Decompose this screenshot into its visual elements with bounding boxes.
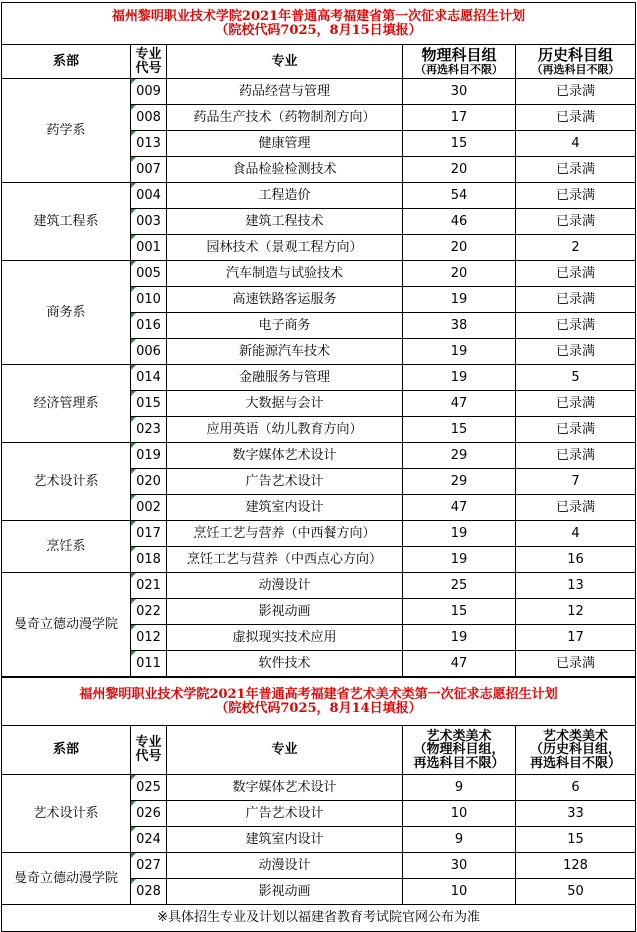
history-quota-cell: 已录满 [516,339,636,365]
header-row-2 [2,726,636,775]
dept-cell: 艺术设计系 [2,443,131,521]
history-quota-cell: 已录满 [516,183,636,209]
history-quota-cell: 17 [516,625,636,651]
section1-title-line1: 福州黎明职业技术学院2021年普通高考福建省第一次征求志愿招生计划 [111,8,526,24]
physics-quota-cell: 29 [403,443,516,469]
dept-cell: 烹饪系 [2,521,131,573]
header-history [516,45,636,79]
table-row [2,261,636,287]
header2-physics-line1: 艺术类美术 [426,728,492,744]
physics-quota-cell: 30 [403,79,516,105]
major-code-cell: 025 [131,775,167,801]
major-code-cell: 006 [131,339,167,365]
major-code-cell: 014 [131,365,167,391]
physics-quota-cell: 54 [403,183,516,209]
history-quota-cell: 已录满 [516,443,636,469]
physics-quota-cell: 19 [403,625,516,651]
history-quota-cell: 已录满 [516,157,636,183]
header-code-line2: 代号 [135,60,162,76]
header2-history-line2: （历史科目组， [530,742,622,758]
section2-title [2,678,636,726]
dept-cell: 药学系 [2,79,131,183]
major-code-cell: 017 [131,521,167,547]
header2-code-line1: 专业 [135,735,162,751]
major-code-cell: 005 [131,261,167,287]
physics-quota-cell: 25 [403,573,516,599]
major-name-cell: 影视动画 [167,879,403,905]
major-name-cell: 药品经营与管理 [167,79,403,105]
history-quota-cell: 已录满 [516,209,636,235]
header-history-line2: （再选科目不限） [531,62,620,76]
header2-code [131,726,167,775]
major-code-cell: 001 [131,235,167,261]
history-quota-cell: 12 [516,599,636,625]
physics-quota-cell: 47 [403,651,516,677]
header-code [131,45,167,79]
physics-quota-cell: 10 [403,879,516,905]
dept-cell: 曼奇立德动漫学院 [2,573,131,677]
header-physics-line2: （再选科目不限） [415,62,503,76]
major-code-cell: 012 [131,625,167,651]
major-code-cell: 009 [131,79,167,105]
major-name-cell: 健康管理 [167,131,403,157]
table-row [2,365,636,391]
section1-title [2,3,636,45]
physics-quota-cell: 20 [403,261,516,287]
section2-title-line1: 福州黎明职业技术学院2021年普通高考福建省艺术美术类第一次征求志愿招生计划 [79,686,558,702]
physics-quota-cell: 15 [403,599,516,625]
major-name-cell: 烹饪工艺与营养（中西餐方向） [167,521,403,547]
header2-major: 专业 [167,726,403,775]
physics-quota-cell: 38 [403,313,516,339]
physics-quota-cell: 19 [403,365,516,391]
major-name-cell: 金融服务与管理 [167,365,403,391]
table-row [2,521,636,547]
major-code-cell: 028 [131,879,167,905]
header-row-1 [2,45,636,79]
header2-history-line1: 艺术类美术 [543,728,609,744]
physics-quota-cell: 10 [403,801,516,827]
footnote-row [2,905,636,932]
major-name-cell: 汽车制造与试验技术 [167,261,403,287]
major-name-cell: 动漫设计 [167,853,403,879]
physics-quota-cell: 20 [403,235,516,261]
major-code-cell: 008 [131,105,167,131]
history-quota-cell: 5 [516,365,636,391]
major-code-cell: 004 [131,183,167,209]
table-row [2,443,636,469]
major-name-cell: 数字媒体艺术设计 [167,443,403,469]
physics-quota-cell: 47 [403,391,516,417]
header2-physics-line3: 再选科目不限） [413,755,505,771]
header2-physics [403,726,516,775]
history-quota-cell: 128 [516,853,636,879]
header2-code-line2: 代号 [135,749,162,764]
history-quota-cell: 50 [516,879,636,905]
major-name-cell: 数字媒体艺术设计 [167,775,403,801]
dept-cell: 建筑工程系 [2,183,131,261]
major-name-cell: 高速铁路客运服务 [167,287,403,313]
physics-quota-cell: 17 [403,105,516,131]
major-name-cell: 建筑工程技术 [167,209,403,235]
major-name-cell: 园林技术（景观工程方向） [167,235,403,261]
major-name-cell: 工程造价 [167,183,403,209]
major-code-cell: 011 [131,651,167,677]
major-name-cell: 广告艺术设计 [167,469,403,495]
header2-history-line3: 再选科目不限） [530,755,622,771]
history-quota-cell: 已录满 [516,287,636,313]
table-row [2,79,636,105]
major-name-cell: 应用英语（幼儿教育方向） [167,417,403,443]
physics-quota-cell: 15 [403,417,516,443]
physics-quota-cell: 29 [403,469,516,495]
major-code-cell: 026 [131,801,167,827]
history-quota-cell: 已录满 [516,105,636,131]
major-code-cell: 007 [131,157,167,183]
major-code-cell: 002 [131,495,167,521]
major-name-cell: 新能源汽车技术 [167,339,403,365]
major-code-cell: 018 [131,547,167,573]
history-quota-cell: 13 [516,573,636,599]
history-quota-cell: 16 [516,547,636,573]
major-name-cell: 建筑室内设计 [167,495,403,521]
major-name-cell: 虚拟现实技术应用 [167,625,403,651]
major-code-cell: 023 [131,417,167,443]
header2-physics-line2: （物理科目组， [413,742,505,758]
header2-history [516,726,636,775]
major-name-cell: 食品检验检测技术 [167,157,403,183]
history-quota-cell: 已录满 [516,495,636,521]
physics-quota-cell: 19 [403,339,516,365]
history-quota-cell: 已录满 [516,391,636,417]
history-quota-cell: 6 [516,775,636,801]
major-code-cell: 020 [131,469,167,495]
physics-quota-cell: 47 [403,495,516,521]
dept-cell: 经济管理系 [2,365,131,443]
major-name-cell: 建筑室内设计 [167,827,403,853]
major-code-cell: 003 [131,209,167,235]
dept-cell: 艺术设计系 [2,775,131,853]
title-row-2 [2,678,636,726]
major-name-cell: 广告艺术设计 [167,801,403,827]
major-name-cell: 软件技术 [167,651,403,677]
footnote: ※具体招生专业及计划以福建省教育考试院官网公布为准 [2,905,636,932]
header2-dept: 系部 [2,726,131,775]
physics-quota-cell: 19 [403,521,516,547]
table-row [2,853,636,879]
history-quota-cell: 2 [516,235,636,261]
table-row [2,775,636,801]
table-row [2,183,636,209]
header-code-line1: 专业 [135,46,162,62]
major-code-cell: 022 [131,599,167,625]
major-name-cell: 动漫设计 [167,573,403,599]
physics-quota-cell: 20 [403,157,516,183]
major-name-cell: 药品生产技术（药物制剂方向） [167,105,403,131]
table-row [2,573,636,599]
history-quota-cell: 15 [516,827,636,853]
physics-quota-cell: 19 [403,547,516,573]
physics-quota-cell: 9 [403,775,516,801]
major-code-cell: 015 [131,391,167,417]
history-quota-cell: 33 [516,801,636,827]
header-history-line1: 历史科目组 [538,45,614,64]
physics-quota-cell: 9 [403,827,516,853]
header-physics-line1: 物理科目组 [421,45,497,64]
history-quota-cell: 4 [516,521,636,547]
major-code-cell: 016 [131,313,167,339]
major-name-cell: 影视动画 [167,599,403,625]
dept-cell: 曼奇立德动漫学院 [2,853,131,905]
table-art-solicitation [1,677,636,932]
physics-quota-cell: 30 [403,853,516,879]
title-row-1 [2,3,636,45]
major-code-cell: 024 [131,827,167,853]
history-quota-cell: 已录满 [516,79,636,105]
section2-title-line2: （院校代码7025，8月14日填报） [215,700,422,716]
major-name-cell: 大数据与会计 [167,391,403,417]
history-quota-cell: 已录满 [516,313,636,339]
header-physics [403,45,516,79]
major-name-cell: 烹饪工艺与营养（中西点心方向） [167,547,403,573]
header-major: 专业 [167,45,403,79]
history-quota-cell: 已录满 [516,417,636,443]
history-quota-cell: 4 [516,131,636,157]
section1-title-line2: （院校代码7025，8月15日填报） [215,22,422,38]
major-code-cell: 021 [131,573,167,599]
physics-quota-cell: 46 [403,209,516,235]
table-first-solicitation [1,2,636,677]
header-dept: 系部 [2,45,131,79]
physics-quota-cell: 15 [403,131,516,157]
major-code-cell: 027 [131,853,167,879]
major-code-cell: 019 [131,443,167,469]
major-code-cell: 013 [131,131,167,157]
major-name-cell: 电子商务 [167,313,403,339]
physics-quota-cell: 19 [403,287,516,313]
history-quota-cell: 7 [516,469,636,495]
history-quota-cell: 已录满 [516,651,636,677]
dept-cell: 商务系 [2,261,131,365]
history-quota-cell: 已录满 [516,261,636,287]
major-code-cell: 010 [131,287,167,313]
